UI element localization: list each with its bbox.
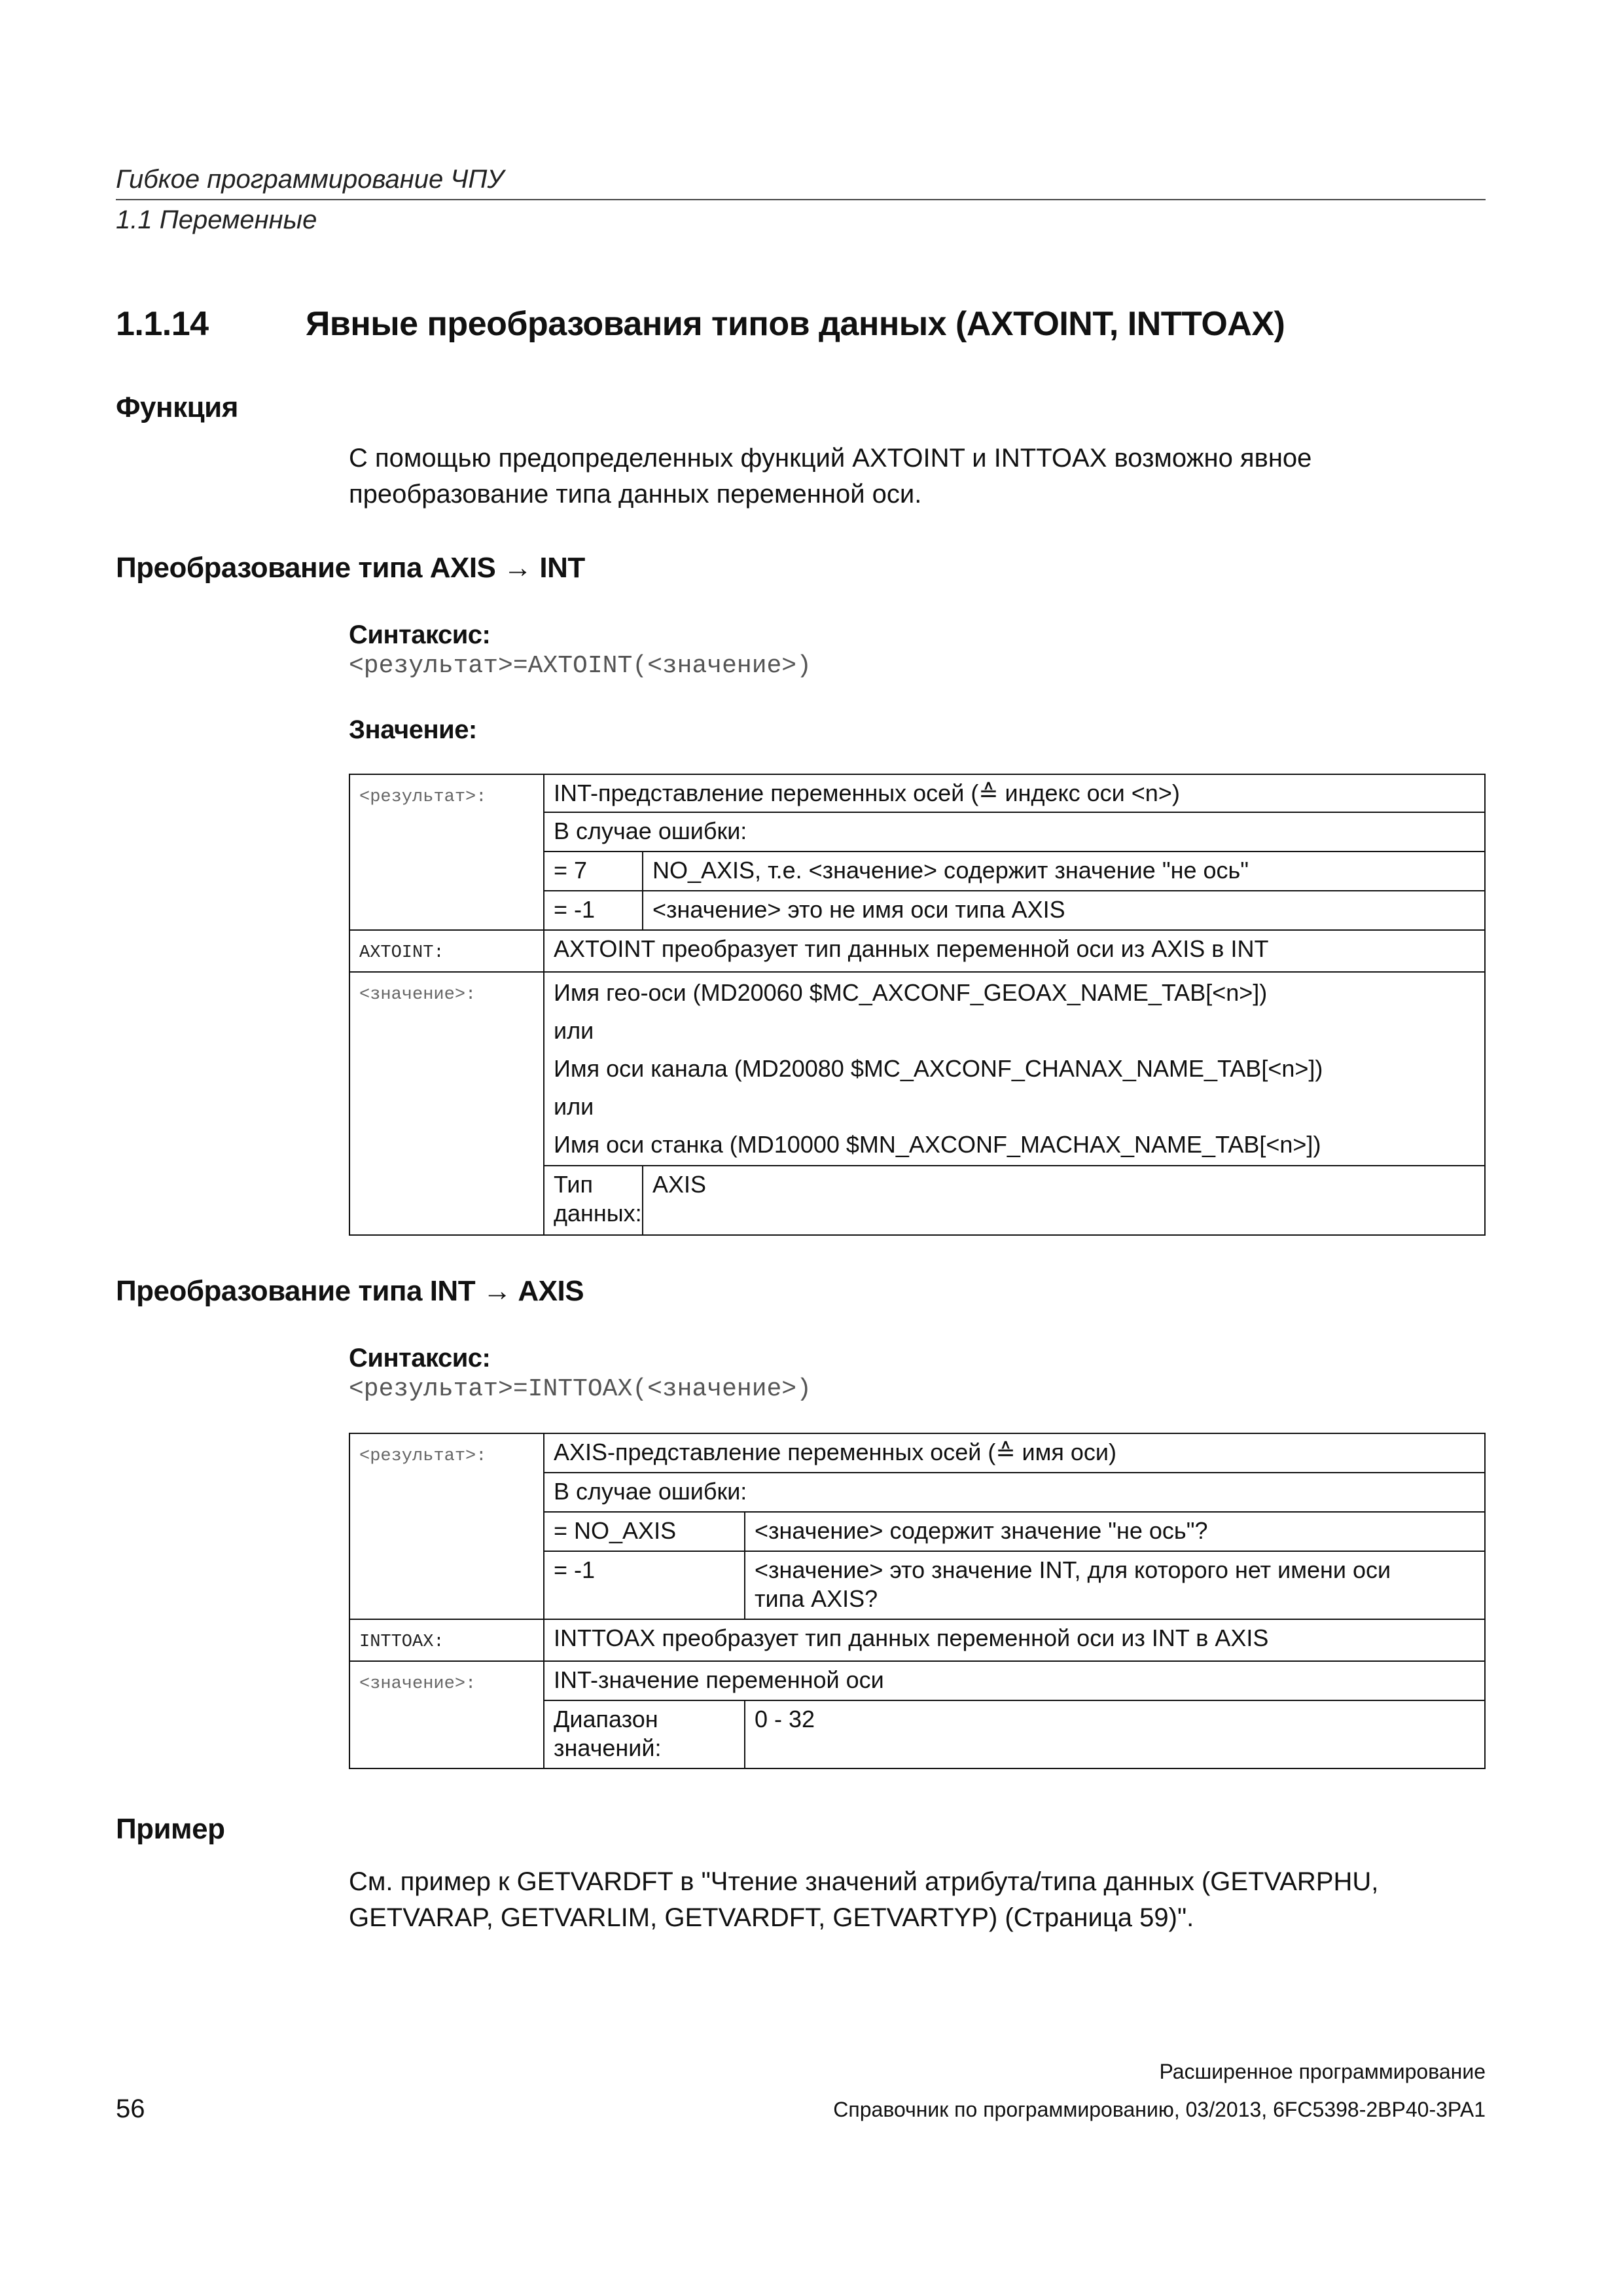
footer-reference: Справочник по программированию, 03/2013, 6FC5398-2BP40-3PA1 (833, 2098, 1486, 2121)
value-line: Имя гео-оси (MD20060 $MC_AXCONF_GEOAX_NAME_TAB[<n>]) (554, 979, 1268, 1006)
axtoint-value-desc (544, 972, 1485, 1166)
axtoint-error-label: В случае ошибки: (544, 812, 1485, 852)
axtoint-err1-code: = 7 (544, 852, 643, 891)
section-title: Явные преобразования типов данных (AXTOINT, INTTOAX) (306, 305, 1285, 343)
inttoax-syntax-label: Синтаксис: (349, 1344, 491, 1372)
inttoax-table (349, 1433, 1486, 1769)
axtoint-table (349, 774, 1486, 1236)
page-number: 56 (116, 2094, 145, 2123)
inttoax-err1-desc: <значение> содержит значение "не ось"? (745, 1512, 1485, 1551)
axtoint-err2-desc: <значение> это не имя оси типа AXIS (643, 891, 1485, 930)
footer-book-title: Расширенное программирование (1159, 2060, 1486, 2083)
axtoint-result-label: <результат>: (349, 774, 544, 930)
value-line: или (554, 1093, 594, 1120)
axtoint-func-label: AXTOINT: (349, 930, 544, 972)
inttoax-error-label: В случае ошибки: (544, 1473, 1485, 1512)
inttoax-result-label: <результат>: (349, 1433, 544, 1619)
inttoax-func-desc: INTTOAX преобразует тип данных переменной оси из INT в AXIS (544, 1619, 1485, 1661)
function-heading: Функция (116, 391, 238, 423)
axtoint-type-value: AXIS (643, 1166, 1485, 1235)
inttoax-syntax: <результат>=INTTOAX(<значение>) (349, 1375, 812, 1403)
inttoax-heading: Преобразование типа INT → AXIS (116, 1275, 584, 1307)
function-text: С помощью предопределенных функций AXTOINT и INTTOAX возможно явное преобразование типа данных переменной оси. (349, 444, 1312, 509)
value-line: Имя оси станка (MD10000 $MN_AXCONF_MACHAX_NAME_TAB[<n>]) (554, 1131, 1321, 1158)
example-heading: Пример (116, 1813, 225, 1845)
section-number: 1.1.14 (116, 305, 209, 343)
example-text: См. пример к GETVARDFT в "Чтение значений атрибута/типа данных (GETVARPHU, GETVARAP, GETVARLIM, GETVARDFT, GETVARTYP) (Страница 59)". (349, 1867, 1379, 1932)
axtoint-type-label: Тип данных: (544, 1166, 643, 1235)
axtoint-syntax: <результат>=AXTOINT(<значение>) (349, 652, 812, 680)
inttoax-err1-code: = NO_AXIS (544, 1512, 745, 1551)
inttoax-result-desc: AXIS-представление переменных осей (≙ имя оси) (544, 1433, 1485, 1473)
axtoint-result-desc: INT-представление переменных осей (≙ индекс оси <n>) (544, 774, 1485, 812)
axtoint-func-desc: AXTOINT преобразует тип данных переменной оси из AXIS в INT (544, 930, 1485, 972)
axtoint-err1-desc: NO_AXIS, т.е. <значение> содержит значение "не ось" (643, 852, 1485, 891)
inttoax-err2-code: = -1 (544, 1551, 745, 1619)
running-header-chapter: Гибкое программирование ЧПУ (116, 165, 504, 194)
axtoint-value-label: <значение>: (349, 972, 544, 1235)
inttoax-err2-desc: <значение> это значение INT, для которого нет имени оси типа AXIS? (745, 1551, 1485, 1619)
value-line: Имя оси канала (MD20080 $MC_AXCONF_CHANAX_NAME_TAB[<n>]) (554, 1055, 1323, 1082)
running-header-section: 1.1 Переменные (116, 206, 317, 234)
axtoint-heading: Преобразование типа AXIS → INT (116, 552, 585, 584)
inttoax-func-label: INTTOAX: (349, 1619, 544, 1661)
header-divider (116, 199, 1486, 200)
inttoax-range-value: 0 - 32 (745, 1700, 1485, 1768)
axtoint-meaning-label: Значение: (349, 715, 477, 744)
inttoax-value-desc: INT-значение переменной оси (544, 1661, 1485, 1700)
inttoax-range-label: Диапазон значений: (544, 1700, 745, 1768)
value-line: или (554, 1017, 594, 1044)
axtoint-err2-code: = -1 (544, 891, 643, 930)
inttoax-value-label: <значение>: (349, 1661, 544, 1768)
axtoint-syntax-label: Синтаксис: (349, 620, 491, 649)
